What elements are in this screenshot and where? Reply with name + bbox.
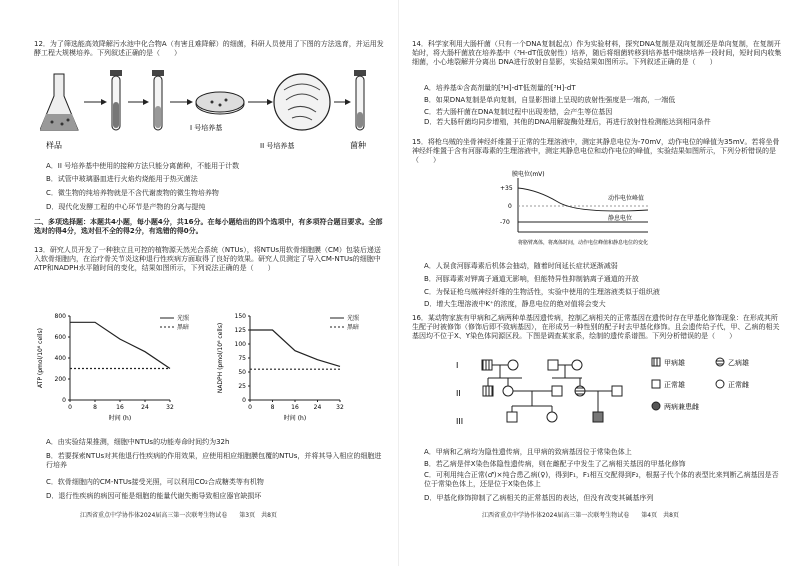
q12-option-b: B．试管中玻璃器皿进行火焰灼烧能用于热灭菌法 [46,175,198,183]
legend-2: 乙病雄 [728,359,749,367]
atp-chart [34,306,214,424]
x-tick-label: 32 [166,404,174,411]
q14-option-a: A．培养基①含高剂量的[³H]-dT低剂量的[³H]-dT [424,84,576,92]
x-tick-label: 16 [291,404,299,411]
q15-option-c: C．为保证枪乌贼神经纤维的生物活性，实验中使用的生理溶液类似于组织液 [424,288,660,296]
x-tick-label: 0 [248,404,252,411]
mp-tick-35: +35 [500,185,513,192]
q15-option-d: D．增大生理溶液中K⁺的浓度，静息电位的绝对值将会变大 [424,300,606,308]
q13-option-c: C．软骨细胞内的CM-NTUs接受光照，可以利用CO₂合成糖类等有机物 [46,478,264,486]
left-footer: 江西省重点中学协作体2024届高三第一次联考生物试卷 第3页 共8页 [80,512,277,519]
q16-option-a: A．甲病和乙病均为隐性遗传病，且甲病的致病基因位于常染色体上 [424,448,632,456]
y-tick-label: 400 [54,355,66,362]
x-tick-label: 16 [116,404,124,411]
x-axis-label: 时间 (h) [108,415,132,422]
label-medium-2: II 号培养基 [260,142,295,150]
q12-workflow-figure [40,62,380,158]
mp-tick-0: 0 [508,203,512,210]
q15-stem: 15．将枪乌贼的坐骨神经纤维置于正常的生理溶液中，测定其静息电位为-70mV，动作电位的峰值为35mV。若将坐骨神经纤维置于含有河豚毒素的生理溶液中，测定其静息电位和动作电位的峰值，实验结果如图所示，下列分析错误的是（ ） [412,138,780,164]
y-axis-label: NADPH (pmol/10⁶ cells) [217,322,224,394]
y-tick-label: 25 [238,383,246,390]
q14-option-b: B．如果DNA复制是单向复制，自显影图谱上呈现的放射性强度是一端高，一端低 [424,96,676,104]
left-page [0,0,398,566]
q12-option-d: D．现代化发酵工程的中心环节是产物的分离与提纯 [46,203,206,211]
q14-option-d: D．若大肠杆菌均同步增殖，其他的DNA用解旋酶处理后，再进行放射性检测能达到相同条件 [424,118,711,126]
legend-1: 甲病雄 [664,359,685,367]
gen-3: III [456,417,464,426]
q15-option-a: A．人误食河豚毒素后机体会抽动，随着时间延长症状逐渐减弱 [424,262,618,270]
x-axis-label: 时间 (h) [283,415,307,422]
legend-label: 光照 [177,315,190,322]
mp-legend-rp: 静息电位 [608,215,633,222]
pedigree-male [483,386,493,396]
x-tick-label: 8 [270,404,275,411]
pedigree-male [552,386,562,396]
pedigree-female [572,360,582,370]
q16-option-b: B．若乙病是伴X染色体隐性遗传病，则在雌配子中发生了乙病相关基因的甲基化修饰 [424,460,686,468]
y-tick-label: 600 [54,334,66,341]
label-strain: 菌种 [350,141,366,150]
pedigree-female [575,386,585,396]
q16-stem: 16．某动物家族有甲病和乙病两种单基因遗传病，控制乙病相关的正常基因在遗传时存在甲基化修饰现象：在形成其所生配子时被修饰（修饰后即不致病基因），在形成另一种性别的配子时去甲基化修饰。且会遗传给子代，甲、乙病的相关基因均不位于X、Y染色体同源区段。下图是调查某家系，绘制的遗传系谱图。下列分析错误的是（ ） [412,314,780,340]
flask-icon [40,74,78,130]
q14-option-c: C．若大肠杆菌在DNA复制过程中出现差错，会产生等位基因 [424,108,613,116]
pedigree-female [503,386,513,396]
mp-chart-title: 膜电位(mV) [512,171,545,178]
q12-option-c: C．微生物的纯培养物就是不含代谢废物的微生物培养物 [46,189,219,197]
y-tick-label: 0 [62,397,66,404]
y-tick-label: 200 [54,376,66,383]
q16-option-c: C．可利用纯合正常(♂)×纯合患乙病(♀)，得到F₁，F₁相互交配得到F₂，根据子代个体的表型比来判断乙病基因是否位于常染色体上，还是位于X染色体上 [424,471,779,488]
pedigree-chart [452,354,782,442]
legend-label: 光照 [347,315,360,322]
label-medium-1: I 号培养基 [190,124,223,132]
y-tick-label: 100 [234,341,246,348]
gen-2: II [456,389,461,398]
q12-option-a: A．II 号培养基中使用的接种方法只能分离菌种，不能用于计数 [46,162,240,170]
q13-stem: 13．研究人员开发了一种独立且可控的植物源天然光合系统（NTUs），将NTUs用软骨细胞膜（CM）包装后递送入软骨细胞内，在治疗骨关节炎这种退行性疾病方面取得了良好的效果。研究人员测定了导入CM-NTUs的细胞中ATP和NADPH水平随时间的变化，结果如图所示，下列说法正确的是（ ） [34,246,381,272]
legend-male-normal-icon [652,380,660,388]
q15-option-b: B．河豚毒素对钾离子通道无影响，但能特异性抑制钠离子通道的开放 [424,275,639,283]
petri-dish-icon [196,92,244,114]
q12-stem: 12．为了筛选能高效降解污水池中化合物A（有害且难降解）的细菌，科研人员使用了下图的方法选育，并运用发酵工程大规模培养。下列叙述正确的是（ ） [34,40,384,57]
legend-label: 黑暗 [347,324,360,331]
page-divider [398,0,399,566]
y-tick-label: 125 [234,327,246,334]
pedigree-male [548,360,558,370]
membrane-potential-chart [498,168,698,248]
y-tick-label: 50 [238,369,246,376]
right-page [402,0,800,566]
gen-1: I [456,361,459,370]
q13-option-a: A．由实验结果推测，细胞中NTUs的功能寿命时间约为32h [46,438,230,446]
test-tube-icon [152,70,164,130]
label-sample: 样品 [46,141,62,150]
legend-4: 正常雌 [728,381,749,389]
y-tick-label: 75 [238,355,246,362]
series-line-light [70,322,170,368]
q16-option-d: D．甲基化修饰抑制了乙病相关的正常基因的表达，但没有改变其碱基序列 [424,494,654,502]
legend-female-both-icon [652,402,660,410]
legend-female-normal-icon [716,380,724,388]
legend-3: 正常雄 [664,381,685,389]
y-tick-label: 0 [242,397,246,404]
y-tick-label: 800 [54,313,66,320]
test-tube-icon [354,70,366,130]
legend-male-a-icon [652,358,660,366]
q13-option-d: D．退行性疾病的病因可能是细胞的能量代谢失衡导致相应器官缺损坏 [46,492,262,500]
mp-tick-70: -70 [500,219,510,226]
pedigree-male [507,412,517,422]
nadph-chart [214,306,384,424]
legend-female-b-icon [716,358,724,366]
x-tick-label: 24 [313,404,322,411]
section-2-heading: 二、多项选择题：本题共4小题，每小题4分，共16分。在每小题给出的四个选项中，有多项符合题目要求。全部选对的得4分，选对但不全的得2分，有选错的得0分。 [34,218,383,235]
q14-stem: 14．科学家利用大肠杆菌（只有一个DNA复制起点）作为实验材料，探究DNA复制是双向复制还是单向复制，在复制开始时，将大肠杆菌放在培养基中（³H-dT低放射性）培养，随后将细菌转移到培养基中继续培养一段时间，短时间内收集细菌，小心地裂解并分离出 DNA进行放射自显影，实验结果如图所示。下列叙述正确的是（ ） [412,40,782,66]
x-tick-label: 32 [336,404,344,411]
pedigree-male [593,412,603,422]
series-line-light [250,330,340,366]
right-footer: 江西省重点中学协作体2024届高三第一次联考生物试卷 第4页 共8页 [482,512,679,519]
streak-plate-icon [274,74,330,130]
x-tick-label: 8 [93,404,97,411]
mp-caption: 将胳臂离体，将离体时间，动作电位峰值和静息电位的变化 [518,240,649,246]
legend-label: 黑暗 [177,324,190,331]
pedigree-female [508,360,518,370]
y-axis-label: ATP (pmol/10⁶ cells) [37,328,44,388]
pedigree-female [547,412,557,422]
test-tube-icon [110,70,122,130]
mp-legend-ap: 动作电位峰值 [608,195,645,202]
q13-option-b: B．若要探索NTUs对其他退行性疾病的作用效果，应使用相应细胞膜包覆的NTUs，并将其导入相应的细胞进行培养 [46,452,382,469]
y-tick-label: 150 [234,313,246,320]
legend-5: 两病兼患雌 [664,403,699,411]
x-tick-label: 0 [68,404,72,411]
pedigree-male [612,386,622,396]
x-tick-label: 24 [141,404,149,411]
